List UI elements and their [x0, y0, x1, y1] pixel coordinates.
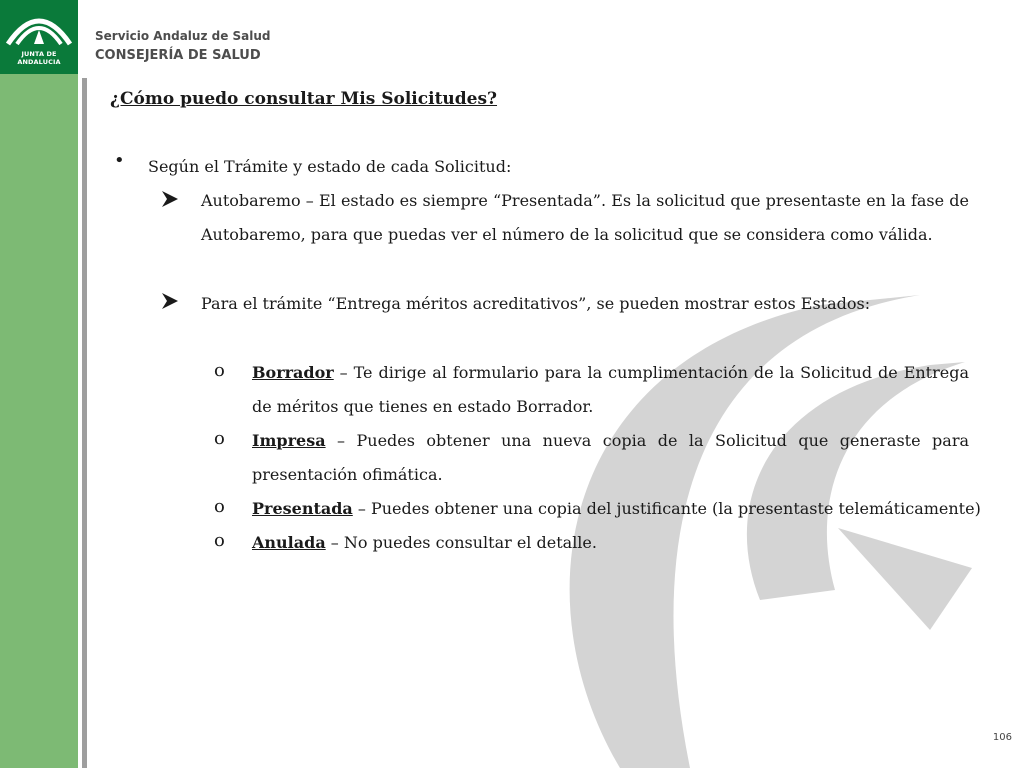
page-number: 106 [992, 732, 1012, 743]
logo-caption: JUNTA DE ANDALUCIA [17, 50, 61, 66]
state-desc: – Te dirige al formulario para la cumplimentación de la Solicitud de Entrega de méritos que tienes en estado Borrador. [252, 363, 969, 416]
state-name: Anulada [252, 533, 326, 552]
bullet-marker: • [114, 150, 125, 171]
state-name: Impresa [252, 431, 326, 450]
org-name-line2: CONSEJERÍA DE SALUD [95, 48, 261, 63]
state-name: Borrador [252, 363, 334, 382]
arrow-bullet-icon [160, 291, 180, 315]
state-item [252, 492, 992, 526]
state-marker: o [214, 428, 225, 449]
state-item [252, 424, 969, 492]
state-desc: – No puedes consultar el detalle. [325, 533, 597, 552]
state-desc: – Puedes obtener una nueva copia de la Solicitud que generaste para presentación ofimática. [252, 431, 969, 484]
state-marker: o [214, 496, 225, 517]
state-marker: o [214, 530, 225, 551]
state-desc: – Puedes obtener una copia del justificante (la presentaste telemáticamente) [352, 499, 981, 518]
state-item [252, 356, 969, 424]
org-name-line1: Servicio Andaluz de Salud [95, 29, 271, 43]
state-item [252, 526, 969, 560]
sub-bullet-entrega: Para el trámite “Entrega méritos acreditativos”, se pueden mostrar estos Estados: [201, 294, 871, 313]
arrow-bullet-icon [160, 189, 180, 213]
state-name: Presentada [252, 499, 353, 518]
bullet-text: Según el Trámite y estado de cada Solicitud: [148, 157, 512, 176]
slide-title: ¿Cómo puedo consultar Mis Solicitudes? [110, 89, 498, 109]
state-marker: o [214, 360, 225, 381]
sub-bullet-autobaremo: Autobaremo – El estado es siempre “Presentada”. Es la solicitud que presentaste en la fase de Autobaremo, para que puedas ver el número de la solicitud que se considera como válida. [201, 191, 969, 244]
